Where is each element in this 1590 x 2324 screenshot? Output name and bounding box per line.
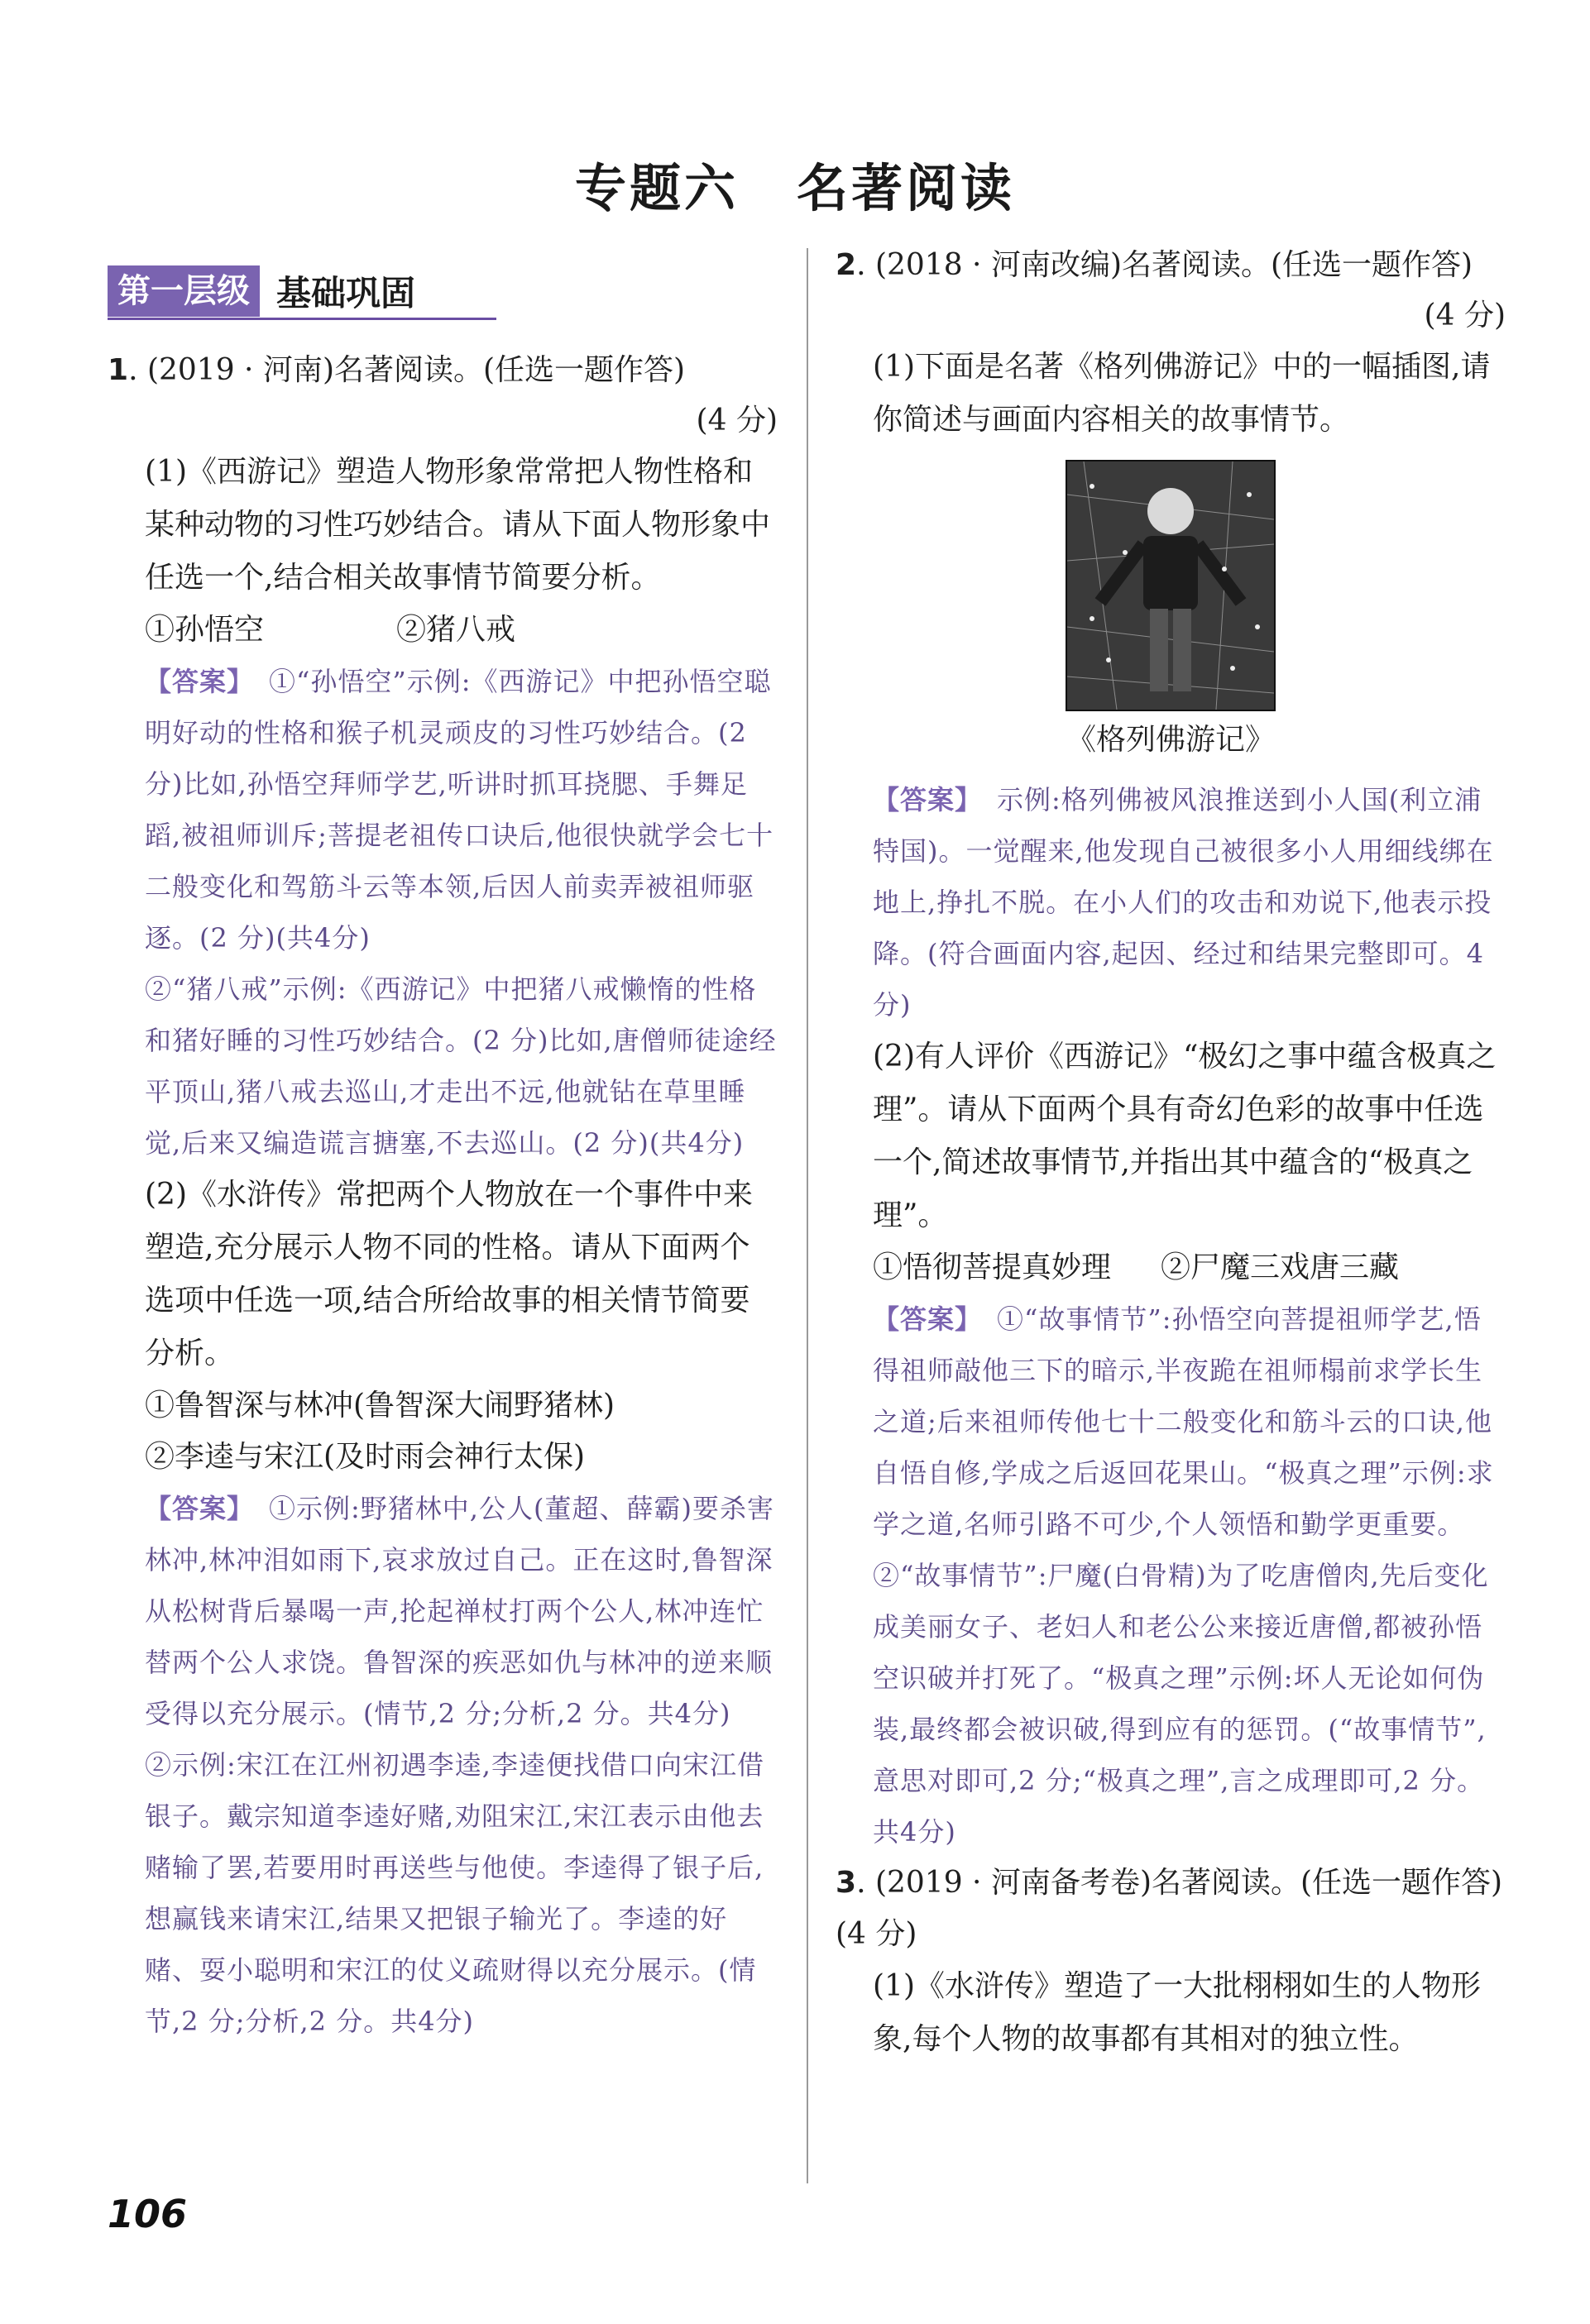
level-badge: 第一层级 (108, 265, 260, 317)
question-number: 3 (836, 1866, 857, 1900)
answer-block: ②“猪八戒”示例:《西游记》中把猪八戒懒惰的性格和猪好睡的习性巧妙结合。(2 分)比如,唐僧师徒途经平顶山,猪八戒去巡山,才走出不远,他就钻在草里睡觉,后来又编造谎言搪塞,不去巡山。(2 分)(共4分) (145, 973, 777, 1159)
question-text: . (2019 · 河南)名著阅读。(任选一题作答) (128, 353, 686, 387)
question-score: (4 分) (696, 404, 778, 438)
question-score: (4 分) (1424, 299, 1506, 332)
question-text: . (2018 · 河南改编)名著阅读。(任选一题作答) (856, 248, 1473, 282)
figure-caption: 《格列佛游记》 (1066, 723, 1275, 757)
option-1: ①悟彻菩提真妙理 (873, 1250, 1112, 1284)
option-2: ②尸魔三戏唐三藏 (1161, 1250, 1400, 1284)
gulliver-figure-icon (1067, 461, 1274, 710)
answer-label: 【答案】 (873, 1303, 983, 1335)
answer-label: 【答案】 (873, 784, 983, 815)
answer-block (836, 774, 1506, 1030)
option-1: ①孙悟空 (145, 613, 265, 647)
option-1: ①鲁智深与林冲(鲁智深大闹野猪林) (145, 1389, 615, 1423)
right-column (836, 240, 1506, 2066)
title-topic: 专题六 (574, 158, 739, 218)
q1-options (108, 605, 778, 656)
q1-part1: (1)《西游记》塑造人物形象常常把人物性格和某种动物的习性巧妙结合。请从下面人物形象中任选一个,结合相关故事情节简要分析。 (145, 455, 771, 595)
q1-part2: (2)《水浒传》常把两个人物放在一个事件中来塑造,充分展示人物不同的性格。请从下面两个选项中任选一项,结合所给故事的相关情节简要分析。 (145, 1178, 753, 1370)
page-number: 106 (108, 2192, 188, 2236)
left-column (108, 265, 778, 2047)
question-2-head (836, 240, 1506, 291)
page-title (0, 147, 1590, 221)
answer-block: ②示例:宋江在江州初遇李逵,李逵便找借口向宋江借银子。戴宗知道李逵好赌,劝阻宋江,宋江表示由他去赌输了罢,若要用时再送些与他使。李逵得了银子后,想赢钱来请宋江,结果又把银子输光了。李逵的好赌、耍小聪明和宋江的仗义疏财得以充分展示。(情节,2 分;分析,2 分。共4分) (145, 1749, 764, 2037)
answer-text: ①“故事情节”:孙悟空向菩提祖师学艺,悟得祖师敲他三下的暗示,半夜跪在祖师榻前求学长生之道;后来祖师传他七十二般变化和筋斗云的口诀,他自悟自修,学成之后返回花果山。“极真之理”示例:求学之道,名师引路不可少,个人领悟和勤学更重要。 ②“故事情节”:尸魔(白骨精)为了吃唐僧肉,先后变化成美丽女子、老妇人和老公公来接近唐僧,都被孙悟空识破并打死了。“极真之理”示例:坏人无论如何伪装,最终都会被识破,得到应有的惩罚。(“故事情节”,意思对即可,2 分;“极真之理”,言之成理即可,2 分。共4分) (873, 1303, 1494, 1848)
title-subject: 名著阅读 (797, 158, 1016, 218)
column-divider (807, 248, 808, 2183)
question-text: . (2019 · 河南备考卷)名著阅读。(任选一题作答)(4 分) (836, 1866, 1503, 1951)
answer-block (108, 1483, 778, 1739)
question-3-head (836, 1858, 1506, 1960)
answer-text: ①示例:野猪林中,公人(董超、薛霸)要杀害林冲,林冲泪如雨下,哀求放过自己。正在这时,鲁智深从松树背后暴喝一声,抡起禅杖打两个公人,林冲连忙替两个公人求饶。鲁智深的疾恶如仇与林冲的逆来顺受得以充分展示。(情节,2 分;分析,2 分。共4分) (145, 1493, 774, 1729)
option-2: ②李逵与宋江(及时雨会神行太保) (145, 1440, 586, 1474)
answer-text: 示例:格列佛被风浪推送到小人国(利立浦特国)。一觉醒来,他发现自己被很多小人用细线绑在地上,挣扎不脱。在小人们的攻击和劝说下,他表示投降。(符合画面内容,起因、经过和结果完整即可。4 分) (873, 784, 1494, 1021)
answer-text: ①“孙悟空”示例:《西游记》中把孙悟空聪明好动的性格和猴子机灵顽皮的习性巧妙结合。(2 分)比如,孙悟空拜师学艺,听讲时抓耳挠腮、手舞足蹈,被祖师训斥;菩提老祖传口诀后,他很快就学会七十二般变化和驾筋斗云等本领,后因人前卖弄被祖师驱逐。(2 分)(共4分) (145, 666, 774, 954)
gulliver-illustration (1066, 460, 1276, 711)
q2-part1: (1)下面是名著《格列佛游记》中的一幅插图,请你简述与画面内容相关的故事情节。 (873, 350, 1491, 437)
question-1-head (108, 345, 778, 396)
answer-label: 【答案】 (145, 666, 255, 697)
q2-part2: (2)有人评价《西游记》“极幻之事中蕴含极真之理”。请从下面两个具有奇幻色彩的故事中任选一个,简述故事情节,并指出其中蕴含的“极真之理”。 (873, 1040, 1497, 1232)
question-number: 2 (836, 248, 857, 282)
answer-block (108, 656, 778, 964)
answer-label: 【答案】 (145, 1493, 255, 1524)
question-number: 1 (108, 353, 129, 387)
q3-part1: (1)《水浒传》塑造了一大批栩栩如生的人物形象,每个人物的故事都有其相对的独立性。 (873, 1969, 1481, 2056)
level-name: 基础巩固 (276, 273, 416, 313)
q2-options (836, 1242, 1506, 1294)
option-2: ②猪八戒 (396, 613, 516, 647)
answer-block (836, 1294, 1506, 1858)
level-header (108, 265, 496, 320)
